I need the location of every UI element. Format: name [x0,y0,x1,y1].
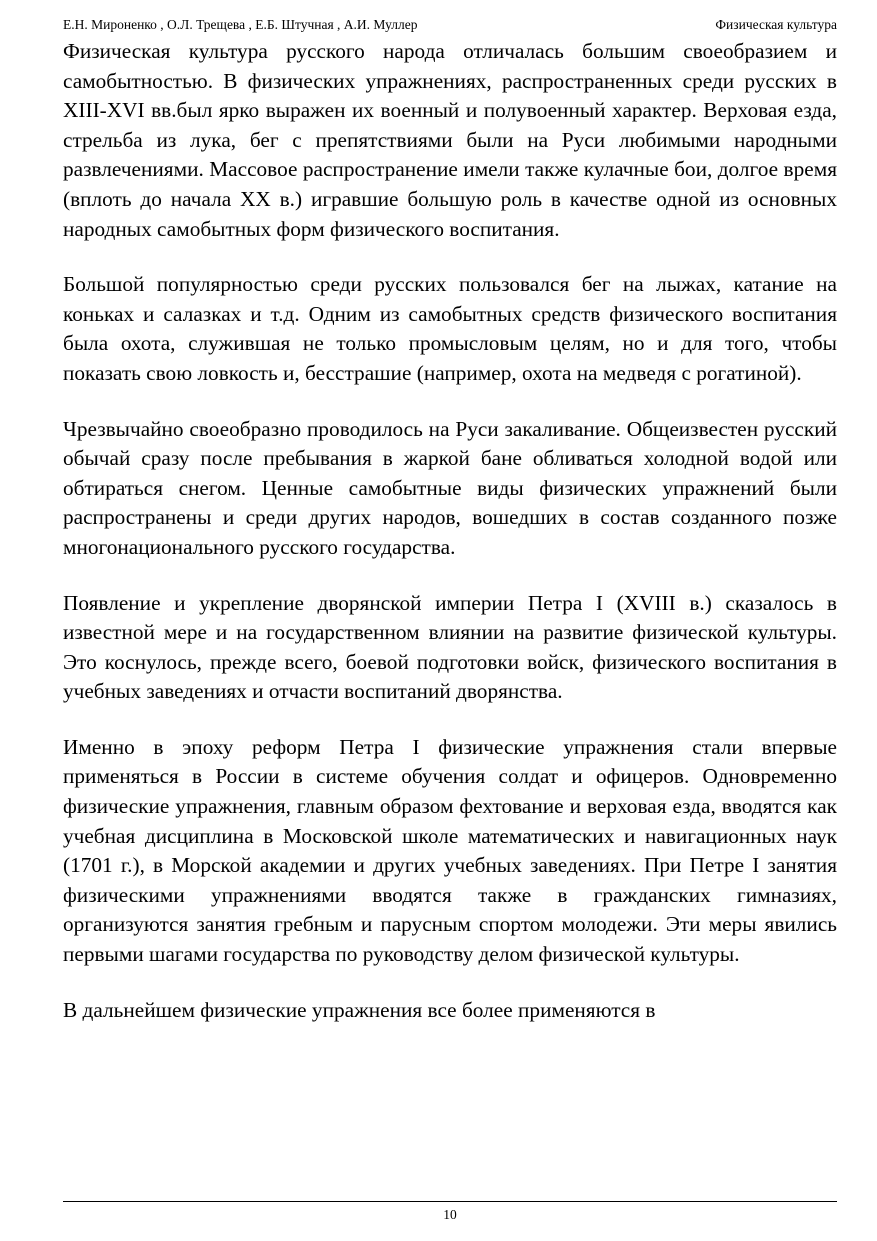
header-authors: Е.Н. Мироненко , О.Л. Трещева , Е.Б. Штучная , А.И. Муллер [63,17,418,32]
footer-rule [63,1201,837,1202]
paragraph: Большой популярностью среди русских пользовался бег на лыжах, катание на коньках и салазках и т.д. Одним из самобытных средств физического воспитания была охота, служившая не только промысловым целям, но и для того, чтобы показать свою ловкость и, бесстрашие (например, охота на медведя с рогатиной). [63,272,837,385]
paragraph: Появление и укрепление дворянской империи Петра I (XVIII в.) сказалось в известной мере и на государственном влиянии на развитие физической культуры. Это коснулось, прежде всего, боевой подготовки войск, физического воспитания в учебных заведениях и отчасти воспитаний дворянства. [63,590,837,704]
page-number: 10 [443,1207,457,1222]
paragraph-continued: В дальнейшем физические упражнения все более применяются в [63,997,656,1022]
paragraph: Чрезвычайно своеобразно проводилось на Руси закаливание. Общеизвестен русский обычай сразу после пребывания в жаркой бане обливаться холодной водой или обтираться снегом. Ценные самобытные виды физических упражнений были распространены и среди других народов, вошедших в состав созданного позже многонационального русского государства. [63,416,837,559]
paragraph: Физическая культура русского народа отличалась большим своеобразием и самобытностью. В физических упражнениях, распространенных среди русских в XIII-XVI вв.был ярко выражен их военный и полувоенный характер. Верховая езда, стрельба из лука, бег с препятствиями были на Руси любимыми народными развлечениями. Массовое распространение имели также кулачные бои, долгое время (вплоть до начала XX в.) игравшие большую роль в качестве одной из основных народных самобытных форм физического воспитания. [63,39,837,241]
document-page [63,0,837,1241]
header-title: Физическая культура [715,17,837,32]
running-header [63,16,837,34]
paragraph: Именно в эпоху реформ Петра I физические упражнения стали впервые применяться в России в системе обучения солдат и офицеров. Одновременно физические упражнения, главным образом фехтование и верховая езда, вводятся как учебная дисциплина в Московской школе математических и навигационных наук (1701 г.), в Морской академии и других учебных заведениях. При Петре I занятия физическими упражнениями вводятся также в гражданских гимназиях, организуются занятия гребным и парусным спортом молодежи. Эти меры явились первыми шагами государства по руководству делом физической культуры. [63,734,837,967]
body-text [63,37,837,1025]
